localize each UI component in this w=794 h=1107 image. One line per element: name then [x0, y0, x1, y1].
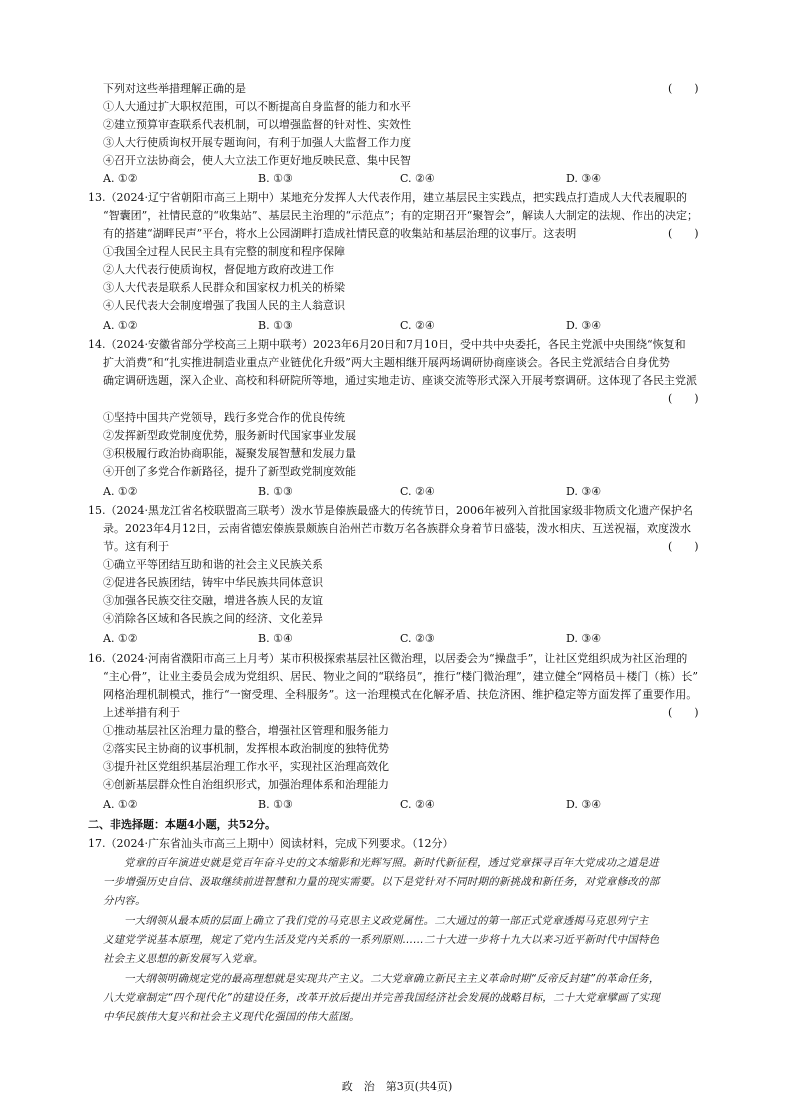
- option-c: C. ②③: [400, 632, 435, 645]
- question-13-line: 13.（2024·辽宁省朝阳市高三上期中）某地充分发挥人大代表作用，建立基层民主实践点，把实践点打造成人大代表履职的: [88, 191, 687, 204]
- question-16-line: 网格治理机制模式，推行“一窗受理、全科服务”。这一治理模式在化解矛盾、扶危济困、维护稳定等方面发挥了重要作用。: [103, 688, 698, 701]
- answer-parenthesis: ( ): [668, 540, 699, 553]
- option-b: B. ①③: [258, 798, 293, 811]
- answer-options: [103, 631, 723, 647]
- choice-item: ①确立平等团结互助和谐的社会主义民族关系: [103, 558, 323, 571]
- choice-item: ①坚持中国共产党领导，践行多党合作的优良传统: [103, 411, 345, 424]
- question-16-line: “主心骨”，让业主委员会成为党组织、居民、物业之间的“联络员”，推行“楼门微治理”，建立健全“网格员＋楼门（栋）长”: [103, 670, 698, 683]
- option-c: C. ②④: [400, 798, 435, 811]
- material-line: 中华民族伟大复兴和社会主义现代化强国的伟大蓝图。: [103, 1011, 360, 1023]
- choice-item: ④创新基层群众性自治组织形式，加强治理体系和治理能力: [103, 778, 389, 791]
- material-line: 义建党学说基本原理，规定了党内生活及党内关系的一系列原则……二十大进一步将十九大以来习近平新时代中国特色: [103, 934, 660, 946]
- choice-item: ②落实民主协商的议事机制，发挥根本政治制度的独特优势: [103, 742, 389, 755]
- choice-item: ①人大通过扩大职权范围，可以不断提高自身监督的能力和水平: [103, 100, 411, 113]
- option-d: D. ③④: [566, 632, 602, 645]
- option-b: B. ①③: [258, 485, 293, 498]
- option-c: C. ②④: [400, 319, 435, 332]
- material-line: 一大纲领明确规定党的最高理想就是实现共产主义。二大党章确立新民主主义革命时期“反帝反封建”的革命任务，: [124, 973, 660, 985]
- question-14-line: 确定调研选题，深入企业、高校和科研院所等地，通过实地走访、座谈交流等形式深入开展考察调研。这体现了各民主党派: [103, 374, 697, 387]
- question-16-line: 上述举措有利于: [103, 706, 180, 719]
- option-a: A. ①②: [103, 319, 138, 332]
- option-d: D. ③④: [566, 172, 602, 185]
- question-15-line: 录。2023年4月12日，云南省德宏傣族景颇族自治州芒市数万名各族群众身着节日盛装，泼水相庆、互送祝福，欢度泼水: [103, 522, 691, 535]
- answer-parenthesis: ( ): [668, 392, 699, 405]
- choice-item: ③积极履行政治协商职能，凝聚发展智慧和发展力量: [103, 447, 356, 460]
- material-line: 八大党章制定“四个现代化”的建设任务，改革开放后提出并完善我国经济社会发展的战略目标，二十大党章擘画了实现: [103, 992, 660, 1004]
- material-line: 一大纲领从最本质的层面上确立了我们党的马克思主义政党属性。二大通过的第一部正式党章透揭马克思列宁主: [124, 915, 649, 927]
- option-c: C. ②④: [400, 172, 435, 185]
- question-stem: 下列对这些举措理解正确的是: [103, 82, 246, 95]
- choice-item: ③人大代表是联系人民群众和国家权力机关的桥梁: [103, 281, 345, 294]
- answer-options: [103, 318, 723, 334]
- answer-options: [103, 171, 723, 187]
- material-line: 一步增强历史自信、汲取继续前进智慧和力量的现实需要。以下是党针对不同时期的新挑战和新任务，对党章修改的部: [103, 876, 660, 888]
- section-heading: 二、非选择题：本题4小题，共52分。: [88, 818, 276, 831]
- question-16-line: 16.（2024·河南省濮阳市高三上月考）某市积极探索基层社区微治理，以居委会为“操盘手”，让社区党组织成为社区治理的: [88, 652, 688, 665]
- question-13-line: 有的搭建“湖畔民声”平台，将水上公园湖畔打造成社情民意的收集站和基层治理的议事厅。这表明: [103, 227, 577, 240]
- option-a: A. ①②: [103, 798, 138, 811]
- choice-item: ②促进各民族团结，铸牢中华民族共同体意识: [103, 576, 323, 589]
- answer-parenthesis: ( ): [668, 82, 699, 95]
- choice-item: ②建立预算审查联系代表机制，可以增强监督的针对性、实效性: [103, 118, 411, 131]
- option-d: D. ③④: [566, 319, 602, 332]
- choice-item: ③提升社区党组织基层治理工作水平，实现社区治理高效化: [103, 760, 389, 773]
- question-15-line: 15.（2024·黑龙江省名校联盟高三联考）泼水节是傣族最盛大的传统节日，2006年被列入首批国家级非物质文化遗产保护名: [88, 504, 693, 517]
- option-a: A. ①②: [103, 632, 138, 645]
- choice-item: ④人民代表大会制度增强了我国人民的主人翁意识: [103, 299, 345, 312]
- choice-item: ②发挥新型政党制度优势，服务新时代国家事业发展: [103, 429, 356, 442]
- option-d: D. ③④: [566, 485, 602, 498]
- material-line: 分内容。: [103, 895, 146, 907]
- option-b: B. ①③: [258, 172, 293, 185]
- question-15-line: 节。这有利于: [103, 540, 169, 553]
- answer-parenthesis: ( ): [668, 227, 699, 240]
- choice-item: ④消除各区域和各民族之间的经济、文化差异: [103, 612, 323, 625]
- option-a: A. ①②: [103, 172, 138, 185]
- option-d: D. ③④: [566, 798, 602, 811]
- page-footer: 政 治 第3页(共4页): [341, 1080, 453, 1093]
- choice-item: ③加强各民族交往交融，增进各族人民的友谊: [103, 594, 323, 607]
- material-line: 社会主义思想的新发展写入党章。: [103, 953, 264, 965]
- question-17-head: 17.（2024·广东省汕头市高三上期中）阅读材料，完成下列要求。（12分）: [88, 837, 454, 850]
- choice-item: ①推动基层社区治理力量的整合，增强社区管理和服务能力: [103, 724, 389, 737]
- material-line: 党章的百年演进史就是党百年奋斗史的文本缩影和光辉写照。新时代新征程，透过党章探寻百年大党成功之道是进: [124, 857, 659, 869]
- choice-item: ④开创了多党合作新路径，提升了新型政党制度效能: [103, 465, 356, 478]
- answer-parenthesis: ( ): [668, 706, 699, 719]
- option-c: C. ②④: [400, 485, 435, 498]
- choice-item: ①我国全过程人民民主具有完整的制度和程序保障: [103, 245, 345, 258]
- question-14-line: 14.（2024·安徽省部分学校高三上期中联考）2023年6月20日和7月10日，受中共中央委托，各民主党派中央围绕“恢复和: [88, 338, 686, 351]
- answer-options: [103, 797, 723, 813]
- option-a: A. ①②: [103, 485, 138, 498]
- answer-options: [103, 484, 723, 500]
- choice-item: ②人大代表行使质询权，督促地方政府改进工作: [103, 263, 334, 276]
- choice-item: ③人大行使质询权开展专题询问，有利于加强人大监督工作力度: [103, 136, 411, 149]
- option-b: B. ①④: [258, 632, 293, 645]
- question-14-line: 扩大消费”和“扎实推进制造业重点产业链优化升级”两大主题相继开展两场调研协商座谈会。各民主党派结合自身优势: [103, 356, 670, 369]
- question-13-line: “智囊团”，社情民意的“收集站”、基层民主治理的“示范点”；有的定期召开“聚智会”，解读人大制定的法规、作出的决定；: [103, 209, 698, 222]
- option-b: B. ①③: [258, 319, 293, 332]
- choice-item: ④召开立法协商会，使人大立法工作更好地反映民意、集中民智: [103, 154, 411, 167]
